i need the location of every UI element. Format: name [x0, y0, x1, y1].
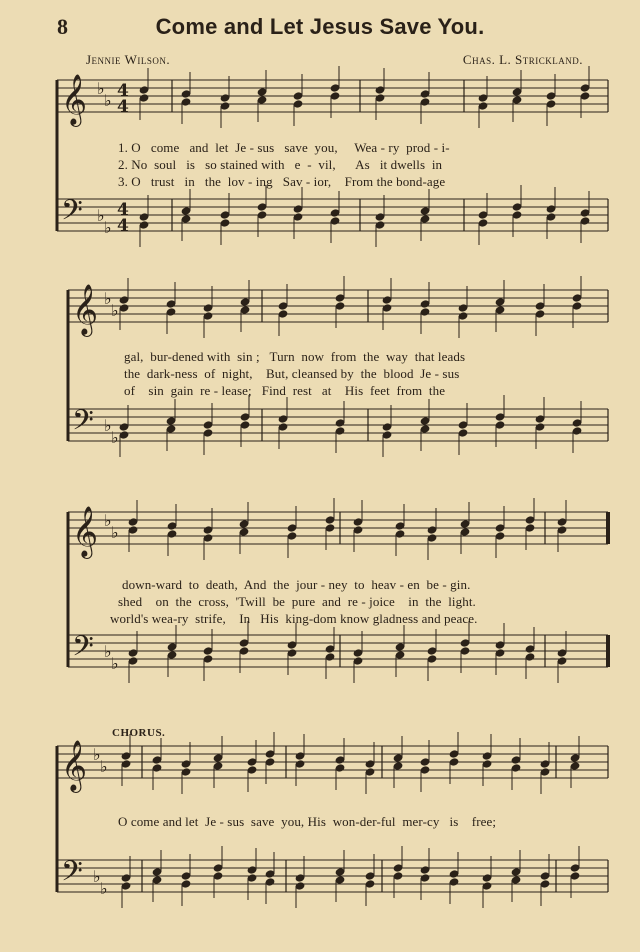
flat-icon: ♭ [104, 416, 112, 435]
lyric-line: 2. No soul is so stained with e - vil, As it dwells in [118, 157, 443, 172]
lyric-line: O come and let Je - sus save you, His won-der-ful mer-cy is free; [118, 814, 497, 829]
treble-clef: 𝄞 [61, 74, 88, 125]
treble-clef: 𝄞 [72, 284, 99, 335]
lyric-line: gal, bur-dened with sin ; Turn now from the way that leads [124, 349, 466, 364]
flat-icon: ♭ [104, 91, 112, 110]
flat-icon: ♭ [111, 428, 119, 447]
treble-clef: 𝄞 [61, 740, 88, 791]
lyric-line: down-ward to death, And the jour - ney to heav - en be - gin. [122, 577, 471, 592]
bass-clef: 𝄢 [72, 630, 94, 670]
time-signature: 4 [117, 97, 129, 117]
time-signature: 4 [117, 200, 129, 220]
flat-icon: ♭ [93, 867, 101, 886]
lyric-line: 3. O trust in the lov - ing Sav - ior, From the bond-age [118, 174, 446, 189]
flat-icon: ♭ [97, 206, 105, 225]
flat-icon: ♭ [111, 301, 119, 320]
chorus-label: CHORUS. [112, 727, 166, 739]
bass-clef: 𝄢 [72, 404, 94, 444]
time-signature: 4 [117, 216, 129, 236]
flat-icon: ♭ [104, 511, 112, 530]
flat-icon: ♭ [104, 289, 112, 308]
lyric-line: of sin gain re - lease; Find rest at His feet from the [124, 383, 446, 398]
flat-icon: ♭ [93, 745, 101, 764]
lyricist-credit: Jennie Wilson. [86, 52, 171, 67]
flat-icon: ♭ [97, 79, 105, 98]
time-signature: 4 [117, 81, 129, 101]
lyric-line: the dark-ness of night, But, cleansed by the blood Je - sus [124, 366, 460, 381]
flat-icon: ♭ [111, 523, 119, 542]
composer-credit: Chas. L. Strickland. [462, 52, 583, 67]
flat-icon: ♭ [104, 642, 112, 661]
lyric-line: shed on the cross, 'Twill be pure and re - joice in the light. [118, 594, 476, 609]
lyric-line: world's wea-ry strife, In His king-dom know gladness and peace. [110, 611, 478, 626]
bass-clef: 𝄢 [61, 855, 83, 895]
flat-icon: ♭ [111, 654, 119, 673]
page-number: 8 [57, 14, 68, 39]
flat-icon: ♭ [100, 757, 108, 776]
flat-icon: ♭ [100, 879, 108, 898]
treble-clef: 𝄞 [72, 506, 99, 557]
bass-clef: 𝄢 [61, 194, 83, 234]
lyric-line: 1. O come and let Je - sus save you, Wea - ry prod - i- [118, 140, 450, 155]
flat-icon: ♭ [104, 218, 112, 237]
hymn-title: Come and Let Jesus Save You. [155, 14, 485, 39]
